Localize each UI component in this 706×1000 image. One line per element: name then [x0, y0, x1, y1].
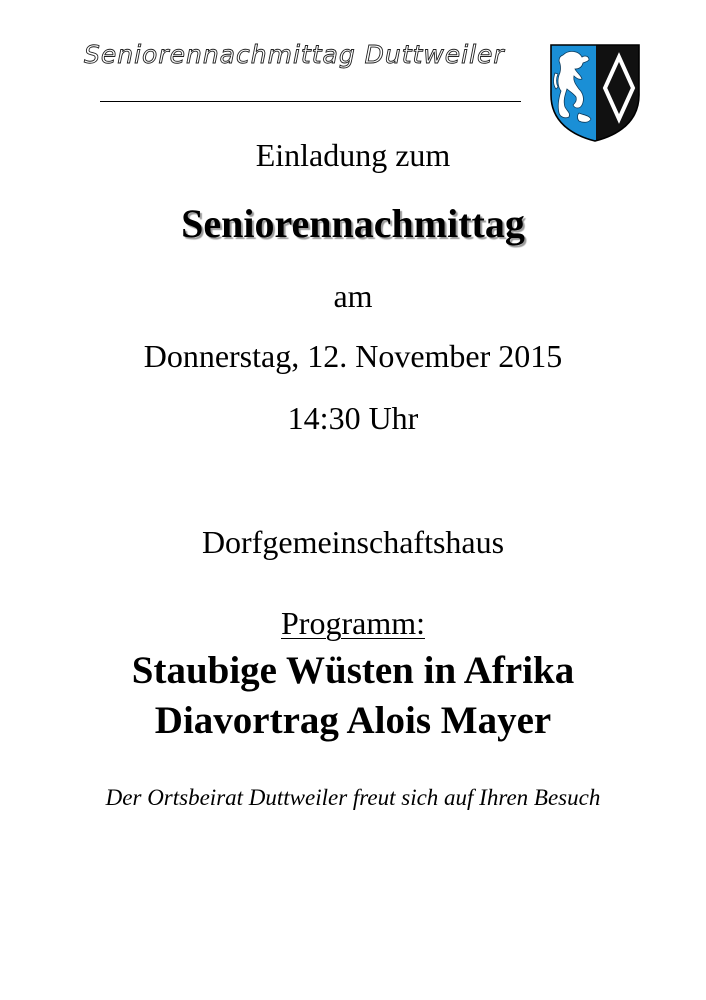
event-date: Donnerstag, 12. November 2015 — [143, 338, 563, 374]
program-title: Staubige Wüsten in Afrika — [131, 649, 575, 692]
program-speaker: Diavortrag Alois Mayer — [154, 699, 552, 742]
header-rule — [100, 101, 521, 102]
invitation-intro: Einladung zum — [255, 137, 451, 173]
date-preposition: am — [333, 278, 373, 314]
event-title: Seniorennachmittag — [181, 201, 525, 246]
event-venue: Dorfgemeinschaftshaus — [201, 524, 505, 560]
coat-of-arms-icon — [549, 43, 641, 143]
header-title: Seniorennachmittag Duttweiler — [84, 40, 505, 69]
event-time: 14:30 Uhr — [287, 400, 419, 436]
footer-note: Der Ortsbeirat Duttweiler freut sich auf Ihren Besuch — [105, 785, 601, 810]
program-label: Programm: — [281, 605, 425, 641]
